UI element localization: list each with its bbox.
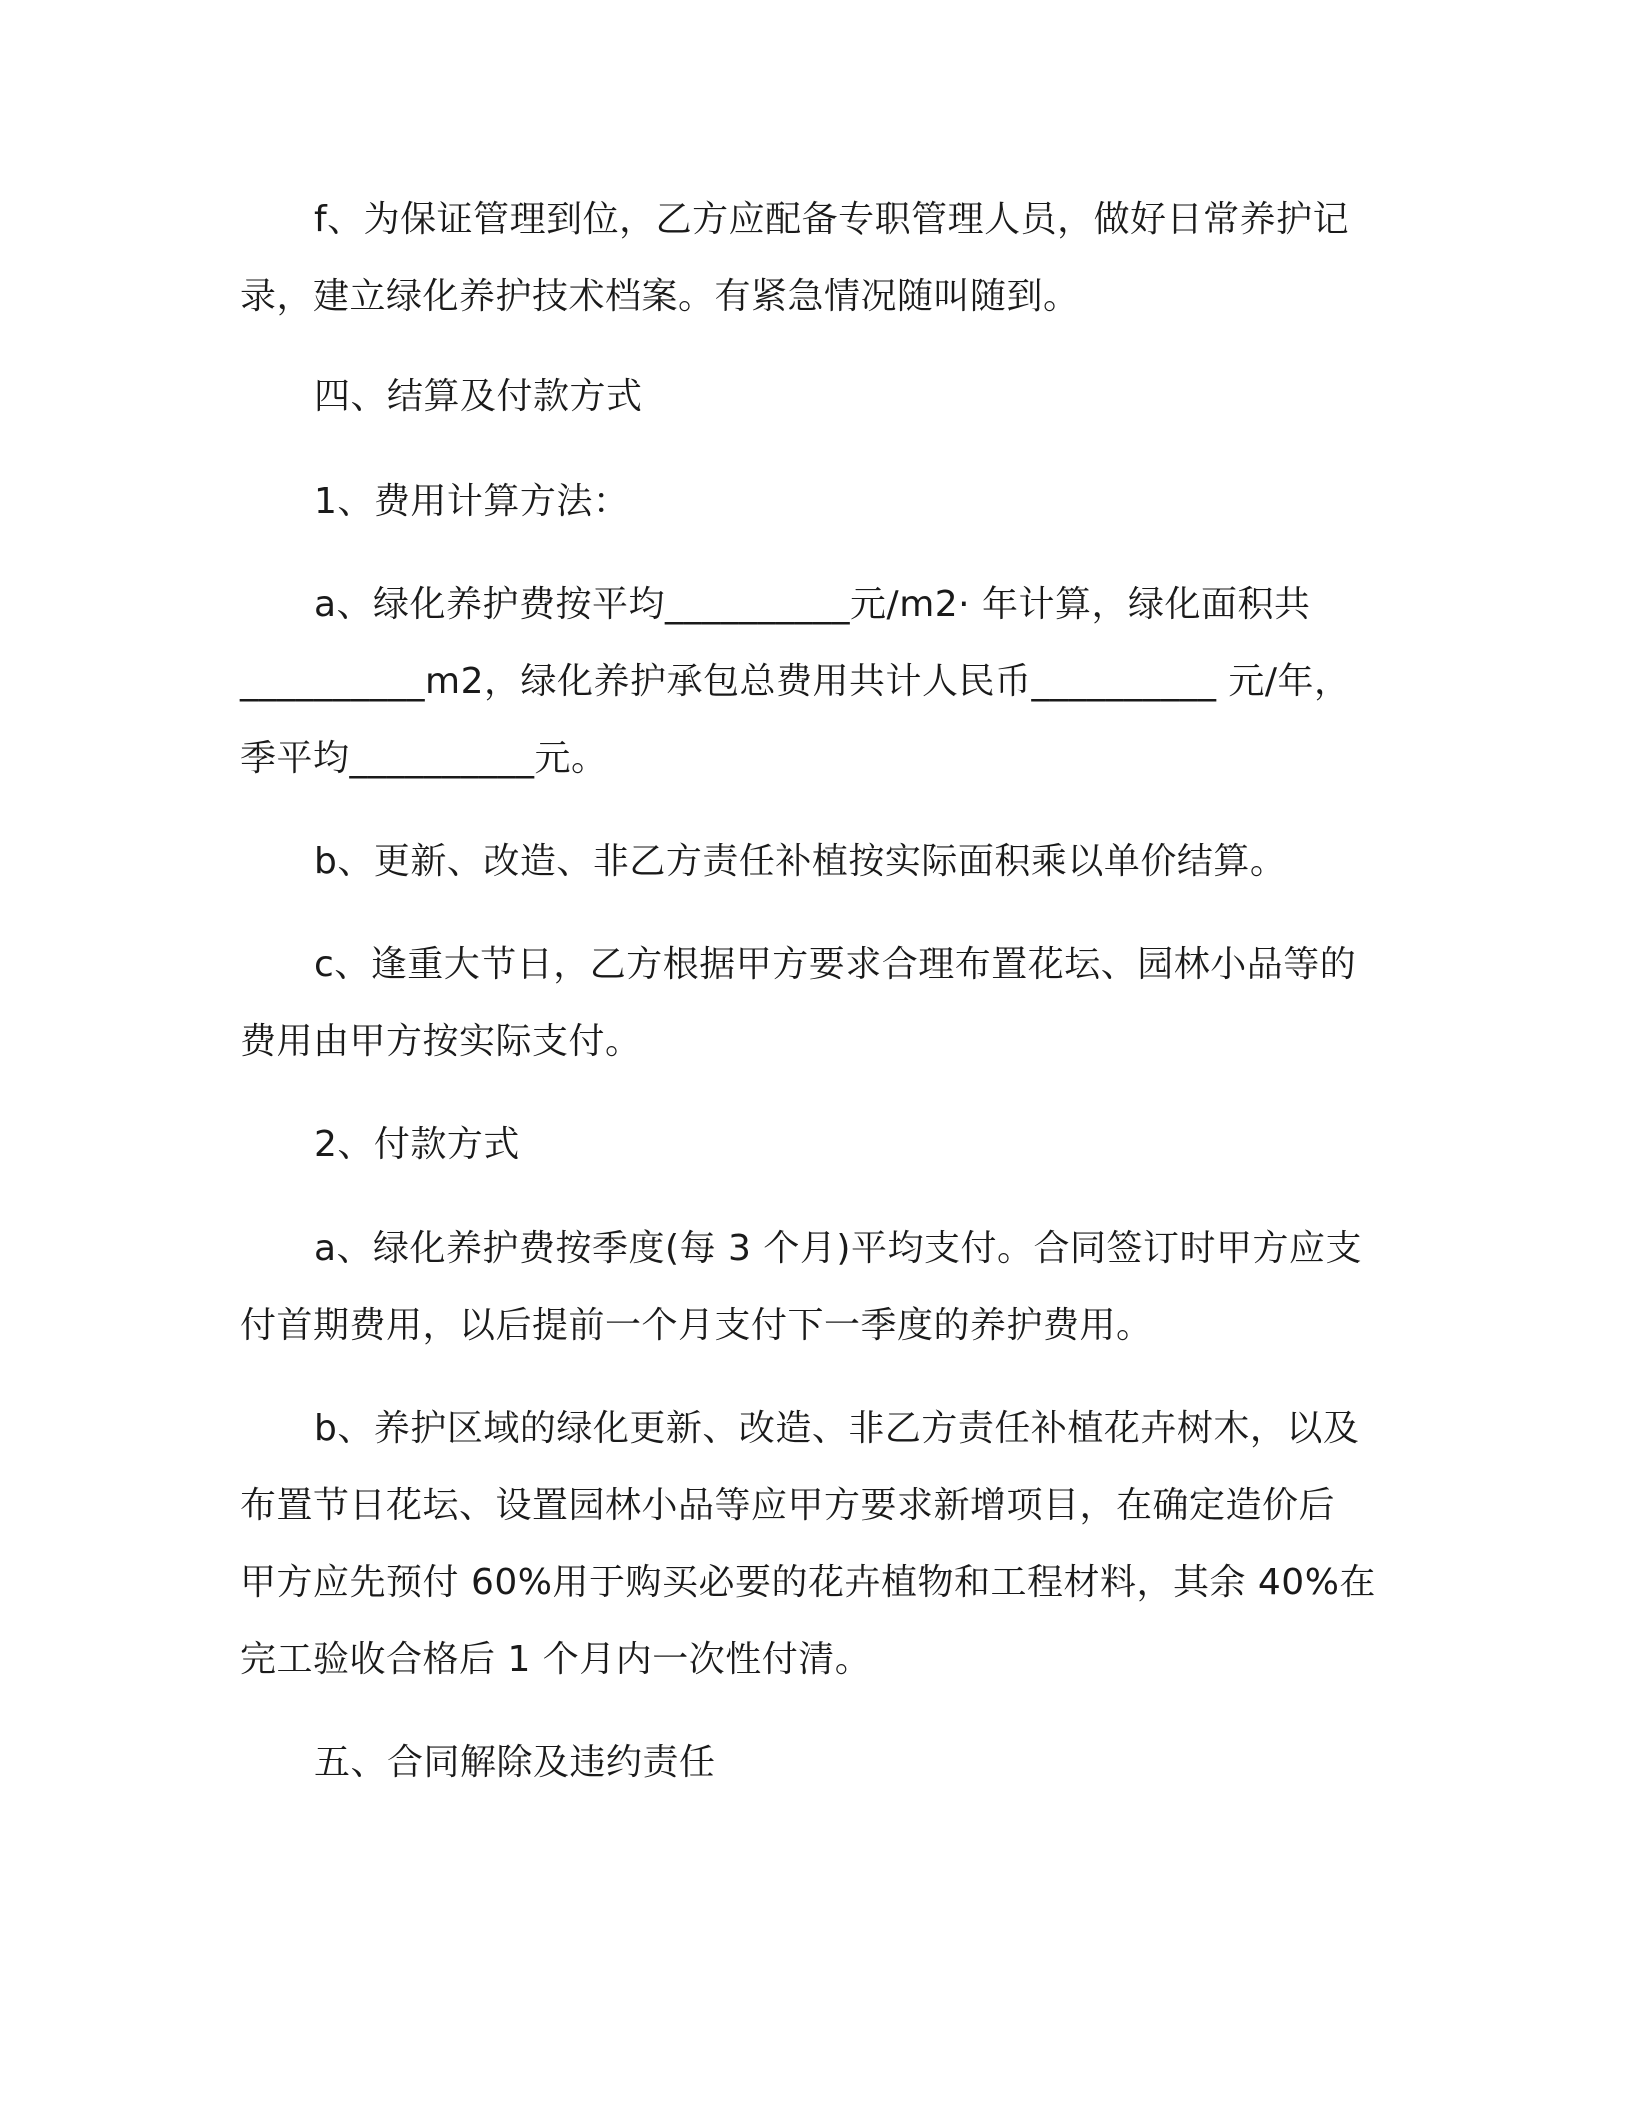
paragraph-1a-line-3: 季平均__________元。 bbox=[240, 738, 608, 779]
paragraph-1c-line-1: c、逢重大节日，乙方根据甲方要求合理布置花坛、园林小品等的 bbox=[314, 944, 1357, 985]
paragraph-1a-line-2: __________m2，绿化养护承包总费用共计人民币__________ 元/年， bbox=[240, 661, 1351, 702]
subsection-heading-2: 2、付款方式 bbox=[314, 1124, 520, 1165]
paragraph-1b: b、更新、改造、非乙方责任补植按实际面积乘以单价结算。 bbox=[314, 841, 1287, 882]
subsection-heading-1: 1、费用计算方法： bbox=[314, 481, 630, 522]
section-heading-5: 五、合同解除及违约责任 bbox=[314, 1742, 716, 1783]
paragraph-1a-line-1: a、绿化养护费按平均__________元/m2· 年计算，绿化面积共 bbox=[314, 584, 1311, 625]
paragraph-2b-line-4: 完工验收合格后 1 个月内一次性付清。 bbox=[240, 1639, 872, 1680]
paragraph-f-line-2: 录，建立绿化养护技术档案。有紧急情况随叫随到。 bbox=[240, 276, 1080, 317]
paragraph-2b-line-2: 布置节日花坛、设置园林小品等应甲方要求新增项目，在确定造价后 bbox=[240, 1485, 1336, 1526]
paragraph-1c-line-2: 费用由甲方按实际支付。 bbox=[240, 1021, 642, 1062]
paragraph-2a-line-2: 付首期费用，以后提前一个月支付下一季度的养护费用。 bbox=[240, 1305, 1153, 1346]
section-heading-4: 四、结算及付款方式 bbox=[314, 376, 643, 417]
paragraph-2b-line-3: 甲方应先预付 60%用于购买必要的花卉植物和工程材料，其余 40%在 bbox=[240, 1562, 1376, 1603]
paragraph-2a-line-1: a、绿化养护费按季度(每 3 个月)平均支付。合同签订时甲方应支 bbox=[314, 1228, 1362, 1269]
paragraph-2b-line-1: b、养护区域的绿化更新、改造、非乙方责任补植花卉树木，以及 bbox=[314, 1408, 1360, 1449]
paragraph-f-line-1: f、为保证管理到位，乙方应配备专职管理人员，做好日常养护记 bbox=[314, 199, 1350, 240]
